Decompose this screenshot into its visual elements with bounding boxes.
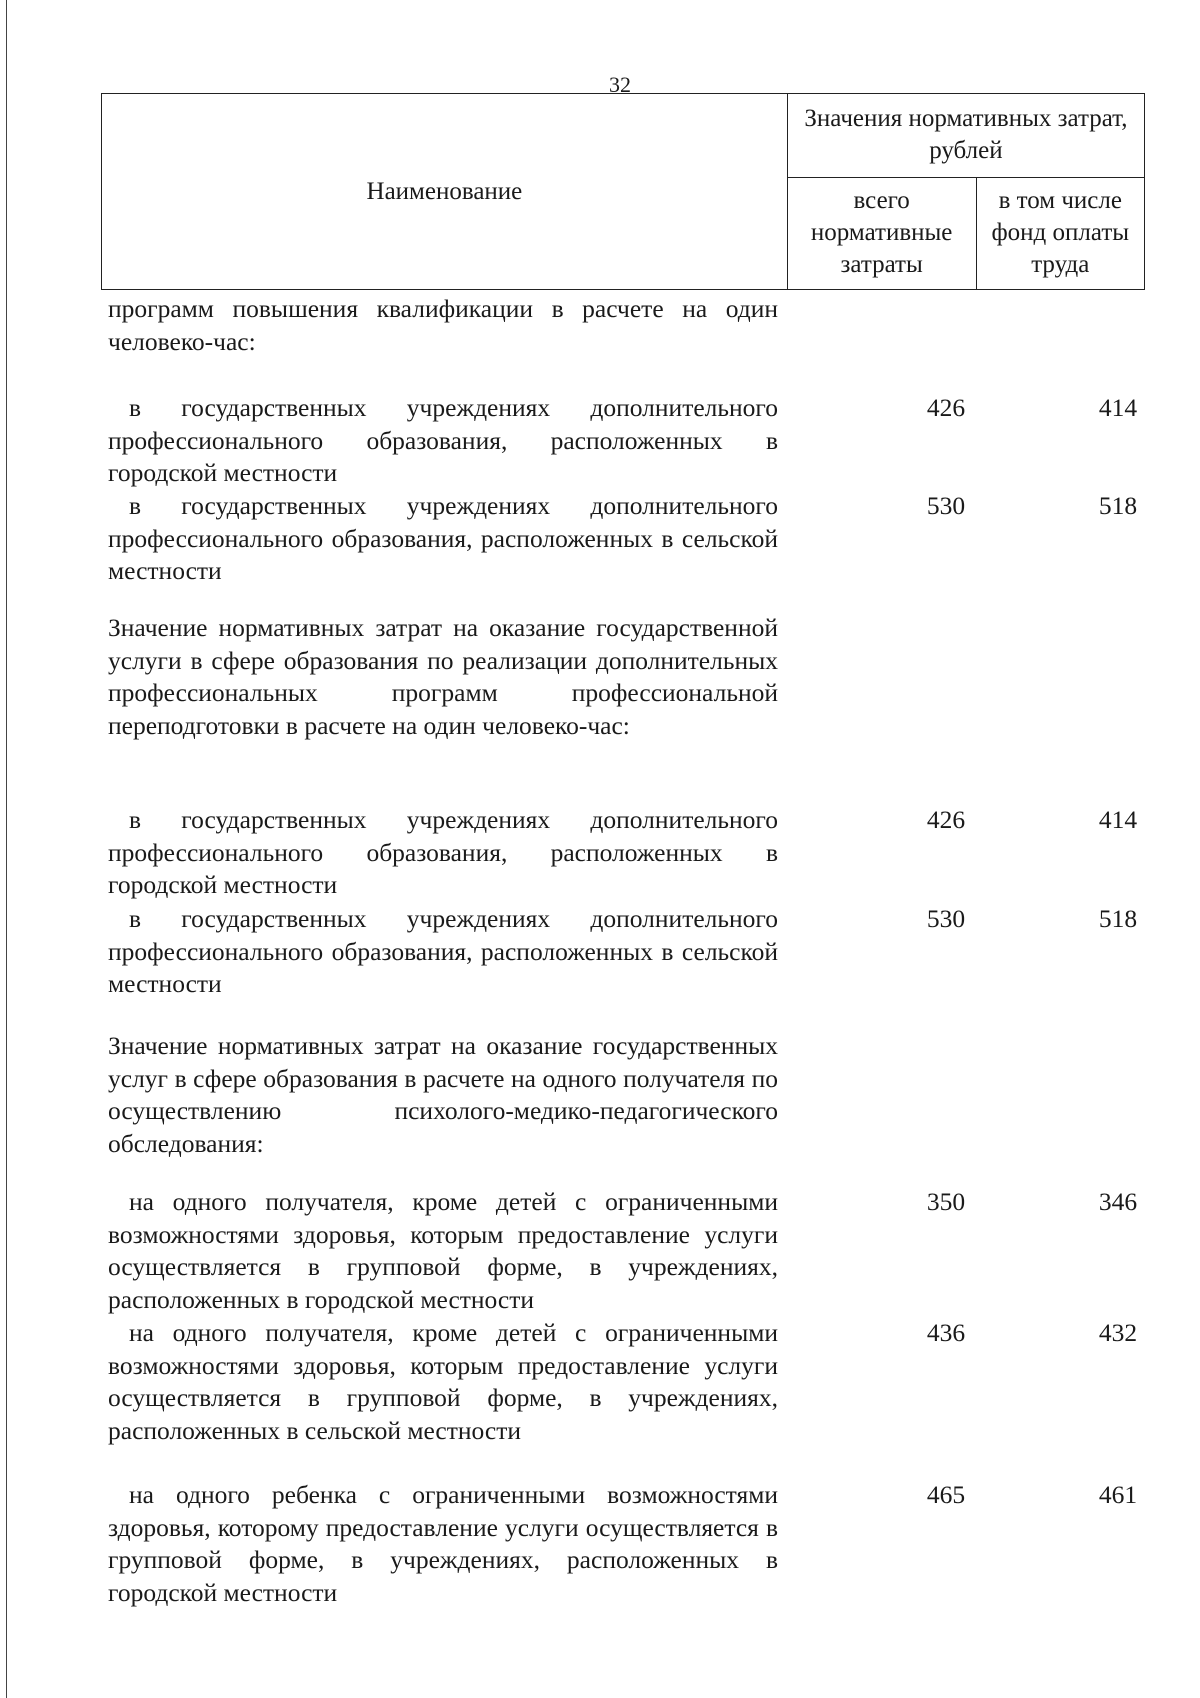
row-payroll-value: 414 (1098, 805, 1138, 834)
row-text: Значение нормативных затрат на оказание государственной услуги в сфере образования по реализации дополнительных профессиональных программ профессиональной переподготовки в расчете на один человеко-час: (108, 613, 778, 740)
row-total-value: 350 (926, 1187, 966, 1216)
table-row (108, 1479, 1188, 1609)
header-payroll: в том числе фонд оплаты труда (976, 177, 1144, 289)
row-text: в государственных учреждениях дополнительного профессионального образования, расположенных в сельской местности (108, 491, 778, 585)
header-total: всего нормативные затраты (787, 177, 976, 289)
row-total-value: 465 (926, 1480, 966, 1509)
row-total-value: 436 (926, 1318, 966, 1347)
page-number: 32 (609, 72, 631, 97)
row-payroll-value: 414 (1098, 393, 1138, 422)
table-row (108, 612, 1188, 742)
row-text: в государственных учреждениях дополнительного профессионального образования, расположенных в сельской местности (108, 904, 778, 998)
row-total-value: 426 (926, 805, 966, 834)
table-header (101, 93, 1145, 290)
header-name: Наименование (102, 94, 788, 290)
table-row (108, 903, 1188, 1001)
table-row (108, 1317, 1188, 1447)
row-text: на одного получателя, кроме детей с ограниченными возможностями здоровья, которым предоставление услуги осуществляется в групповой форме, в учреждениях, расположенных в городской местности (108, 1187, 778, 1314)
row-payroll-value: 432 (1098, 1318, 1138, 1347)
row-text: программ повышения квалификации в расчете на один человеко-час: (108, 294, 778, 356)
row-text: на одного ребенка с ограниченными возможностями здоровья, которому предоставление услуги осуществляется в групповой форме, в учреждениях, расположенных в городской местности (108, 1480, 778, 1607)
header-values: Значения нормативных затрат, рублей (787, 94, 1144, 178)
row-text: в государственных учреждениях дополнительного профессионального образования, расположенных в городской местности (108, 393, 778, 487)
row-total-value: 530 (926, 904, 966, 933)
row-total-value: 530 (926, 491, 966, 520)
row-payroll-value: 346 (1098, 1187, 1138, 1216)
row-text: на одного получателя, кроме детей с ограниченными возможностями здоровья, которым предоставление услуги осуществляется в групповой форме, в учреждениях, расположенных в сельской местности (108, 1318, 778, 1445)
table-row (108, 1030, 1188, 1160)
row-text: в государственных учреждениях дополнительного профессионального образования, расположенных в городской местности (108, 805, 778, 899)
table-row (108, 392, 1188, 490)
scan-edge-line (6, 0, 7, 1698)
row-payroll-value: 518 (1098, 904, 1138, 933)
table-row (108, 293, 1188, 358)
row-payroll-value: 461 (1098, 1480, 1138, 1509)
row-text: Значение нормативных затрат на оказание государственных услуг в сфере образования в расчете на одного получателя по осуществлению психолого-медико-педагогического обследования: (108, 1031, 778, 1158)
row-payroll-value: 518 (1098, 491, 1138, 520)
table-row (108, 490, 1188, 588)
row-total-value: 426 (926, 393, 966, 422)
table-row (108, 804, 1188, 902)
table-row (108, 1186, 1188, 1316)
